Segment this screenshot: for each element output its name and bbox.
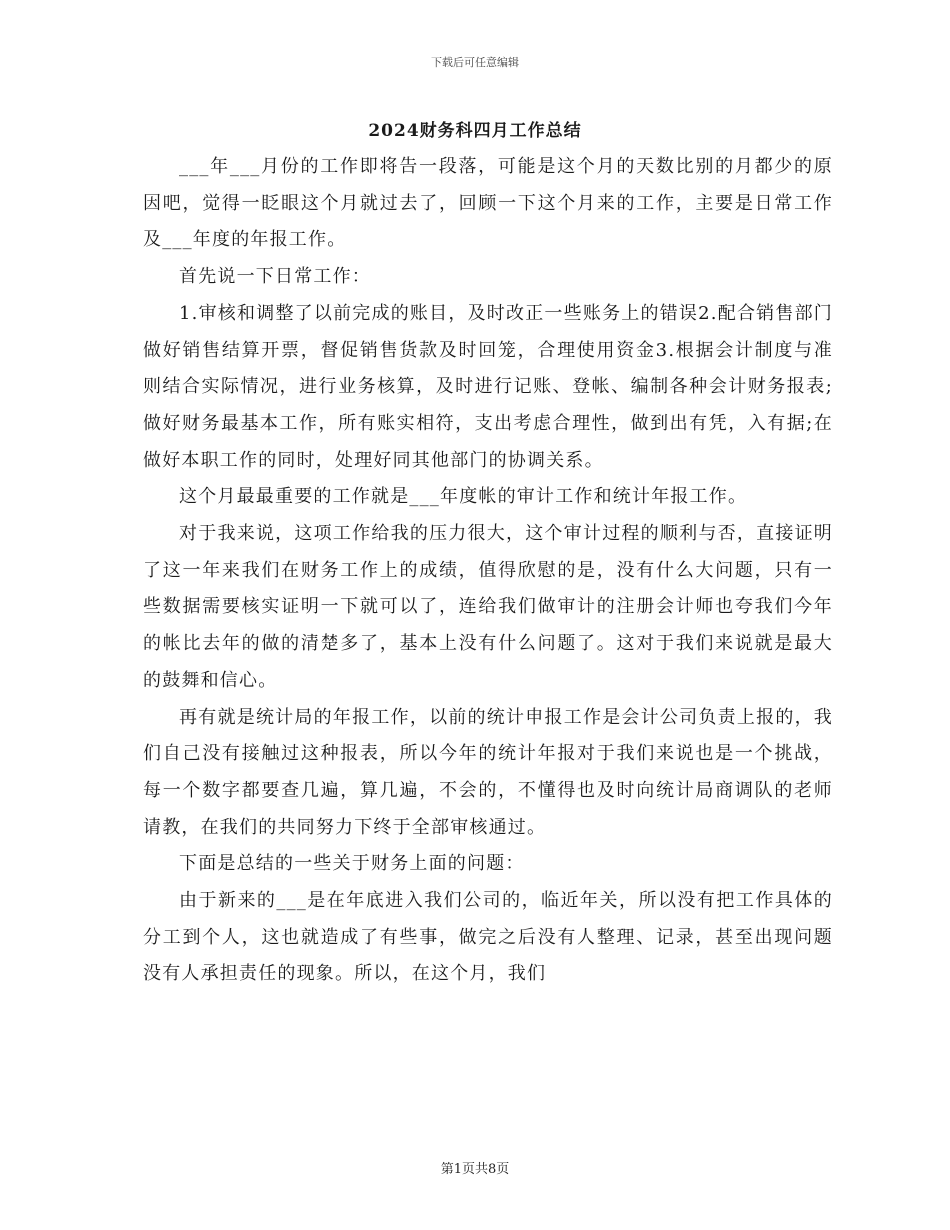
page-footer: 第1页共8页 xyxy=(440,1162,510,1177)
paragraph: 1.审核和调整了以前完成的账目，及时改正一些账务上的错误2.配合销售部门做好销售结算开票，督促销售货款及时回笼，合理使用资金3.根据会计制度与准则结合实际情况，进行业务核算，及时进行记账、登帐、编制各种会计财务报表;做好财务最基本工作，所有账实相符，支出考虑合理性，做到出有凭，入有据;在做好本职工作的同时，处理好同其他部门的协调关系。 xyxy=(143,302,833,471)
paragraph: 对于我来说，这项工作给我的压力很大，这个审计过程的顺利与否，直接证明了这一年来我们在财务工作上的成绩，值得欣慰的是，没有什么大问题，只有一些数据需要核实证明一下就可以了，连给我们做审计的注册会计师也夸我们今年的帐比去年的做的清楚多了，基本上没有什么问题了。这对于我们来说就是最大的鼓舞和信心。 xyxy=(143,523,833,691)
paragraph: ___年___月份的工作即将告一段落，可能是这个月的天数比别的月都少的原因吧，觉得一眨眼这个月就过去了，回顾一下这个月来的工作，主要是日常工作及___年度的年报工作。 xyxy=(143,156,833,251)
document-title: 2024财务科四月工作总结 xyxy=(368,121,582,141)
document-body xyxy=(143,149,833,993)
paragraph: 首先说一下日常工作： xyxy=(179,266,371,288)
paragraph: 由于新来的___是在年底进入我们公司的，临近年关，所以没有把工作具体的分工到个人，这也就造成了有些事，做完之后没有人整理、记录，甚至出现问题没有人承担责任的现象。所以，在这个月，我们 xyxy=(143,890,833,985)
header-note: 下载后可任意编辑 xyxy=(431,56,519,69)
paragraph: 这个月最最重要的工作就是___年度帐的审计工作和统计年报工作。 xyxy=(179,486,748,508)
paragraph: 再有就是统计局的年报工作，以前的统计申报工作是会计公司负责上报的，我们自己没有接触过这种报表，所以今年的统计年报对于我们来说也是一个挑战，每一个数字都要查几遍，算几遍，不会的，不懂得也及时向统计局商调队的老师请教，在我们的共同努力下终于全部审核通过。 xyxy=(143,706,833,838)
paragraph: 下面是总结的一些关于财务上面的问题： xyxy=(179,853,525,875)
